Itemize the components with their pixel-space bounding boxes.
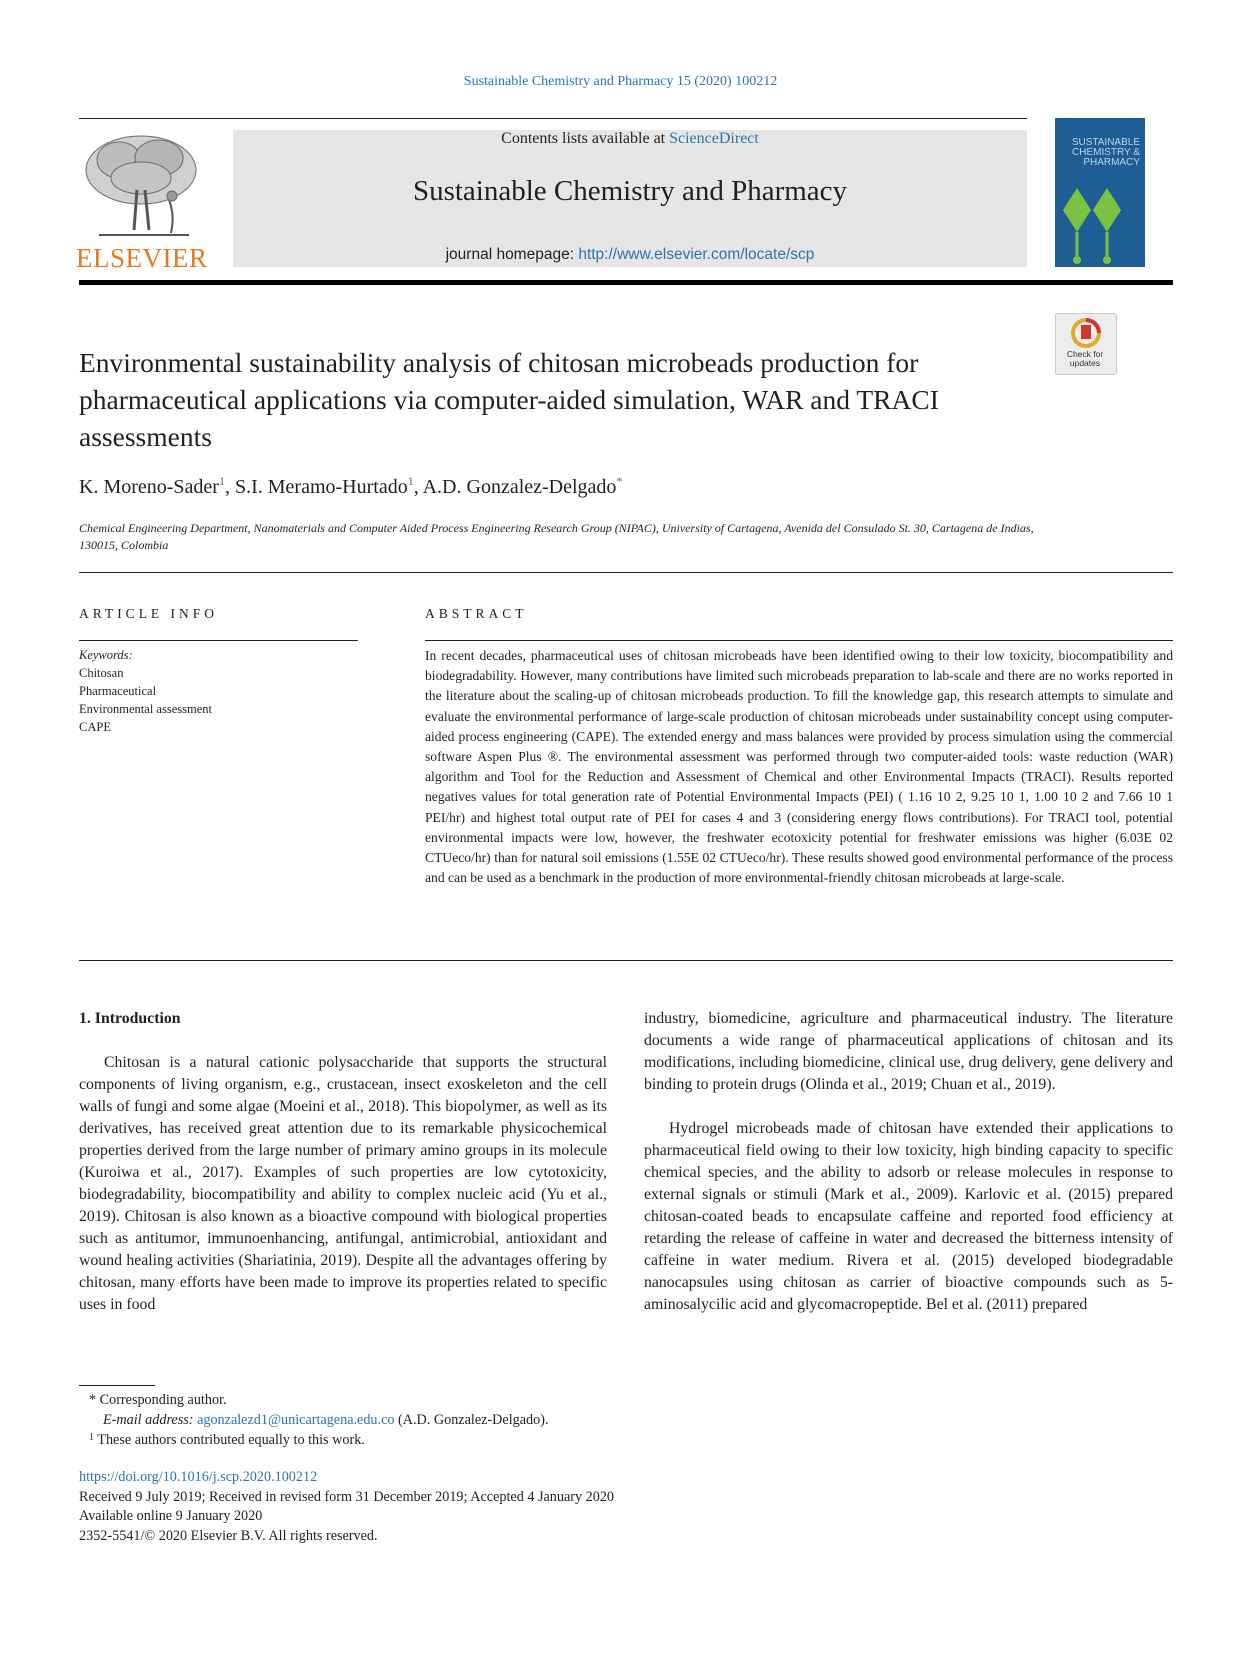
journal-cover[interactable] <box>1055 118 1145 267</box>
homepage-prefix: journal homepage: <box>445 246 579 263</box>
contents-prefix: Contents lists available at <box>501 130 670 147</box>
publisher-name: ELSEVIER <box>76 243 208 273</box>
available-online: Available online 9 January 2020 <box>79 1508 263 1524</box>
abstract-heading: ABSTRACT <box>425 606 528 621</box>
cover-title-line: PHARMACY <box>1083 157 1140 168</box>
divider <box>79 640 358 641</box>
section-heading-introduction: 1. Introduction <box>79 1010 181 1027</box>
keyword: Environmental assessment <box>79 702 212 716</box>
sciencedirect-link[interactable]: ScienceDirect <box>669 130 759 147</box>
footnote-text: Corresponding author. <box>99 1392 227 1408</box>
cover-title-line: SUSTAINABLE <box>1071 137 1140 148</box>
article-title: Environmental sustainability analysis of chitosan microbeads production for pharmaceutical applications via computer-aided simulation, WAR and TRACI assessments <box>79 347 939 452</box>
footnote-corresponding: * Corresponding author. <box>89 1392 227 1408</box>
cover-title-line: CHEMISTRY & <box>1072 147 1140 158</box>
divider <box>79 960 1173 961</box>
abstract-text: In recent decades, pharmaceutical uses of chitosan microbeads have been identified owing to their low toxicity, biocompatibility and biodegradability. However, many contributions have limited such microbeads preparation to lab-scale and there are no works reported in the literature about the scaling-up of chitosan microbeads production. To fill the knowledge gap, this research attempts to simulate and evaluate the environmental performance of large-scale production of chitosan microbeads under sustainability concept using computer-aided process engineering (CAPE). The extended energy and mass balances were provided by process simulation using the commercial software Aspen Plus ®. The environmental assessment was performed through two computer-aided tools: waste reduction (WAR) algorithm and Tool for the Reduction and Assessment of Chemical and other Environmental Impacts (TRACI). Results reported negatives values for total generation rate of Potential Environmental Impacts (PEI) ( 1.16 10 2, 9.25 10 1, 1.00 10 2 and 7.66 10 1 PEI/hr) and highest total output rate of PEI for cases 4 and 3 (considering energy flows contributions). For TRACI tool, potential environmental impacts were low, however, the freshwater ecotoxicity potential for freshwater emissions was higher (6.03E 02 CTUeco/hr) than for natural soil emissions (1.55E 02 CTUeco/hr). These results showed good environmental performance of the process and can be used as a benchmark in the production of more environmental-friendly chitosan microbeads at large-scale. <box>425 648 1173 886</box>
keyword: Pharmaceutical <box>79 684 157 698</box>
footnote-rule <box>79 1385 155 1386</box>
divider <box>79 572 1173 573</box>
check-updates-icon <box>1056 314 1116 350</box>
intro-paragraph-right-2: Hydrogel microbeads made of chitosan have extended their applications to pharmaceutical field owing to their low toxicity, high binding capacity to specific chemical species, and the ability to adsorb or release molecules in response to external signals or stimuli (Mark et al., 2009). Karlovic et al. (2015) prepared chitosan-coated beads to encapsulate caffeine and reported food efficiency at retarding the release of caffeine in water and decreased the bitterness intensity of caffeine in water medium. Rivera et al. (2015) developed biodegradable nanocapsules using chitosan as carrier of bioactive compounds such as 5-aminosalycilic acid and glycomacropeptide. Bel et al. (2011) prepared <box>644 1120 1173 1313</box>
intro-paragraph-right-1: industry, biomedicine, agriculture and pharmaceutical industry. The literature documents a wide range of pharmaceutical applications of chitosan and its modifications, including biomedicine, clinical use, drug delivery, gene delivery and binding to protein drugs (Olinda et al., 2019; Chuan et al., 2019). <box>644 1010 1173 1093</box>
check-updates-label: Check for updates <box>1066 349 1104 368</box>
footnote-email <box>103 1410 803 1430</box>
author-name: S.I. Meramo-Hurtado <box>234 476 408 498</box>
footnote-equal: $^1$ These authors contributed equally to this work. <box>89 1432 365 1448</box>
email-link[interactable]: agonzalezd1@unicartagena.edu.co <box>197 1412 395 1428</box>
journal-reference[interactable]: Sustainable Chemistry and Pharmacy 15 (2020) 100212 <box>463 74 778 89</box>
affiliation: Chemical Engineering Department, Nanomaterials and Computer Aided Process Engineering Research Group (NIPAC), University of Cartagena, Avenida del Consulado St. 30, Cartagena de Indias, 130015, Colombia <box>79 521 1034 552</box>
author-list: K. Moreno-Sader$^1$, S.I. Meramo-Hurtado$^1$, A.D. Gonzalez-Delgado* <box>79 474 623 498</box>
cover-leaf-art <box>1055 168 1145 267</box>
header-rule <box>79 118 1027 119</box>
copyright: 2352-5541/© 2020 Elsevier B.V. All rights reserved. <box>79 1528 378 1544</box>
intro-paragraph-left: Chitosan is a natural cationic polysaccharide that supports the structural components of living organism, e.g., crustacean, insect exoskeleton and the cell walls of fungi and some algae (Moeini et al., 2018). This biopolymer, as well as its derivatives, has received great attention due to its remarkable physicochemical properties derived from the large number of primary amino groups in its molecule (Kuroiwa et al., 2017). Examples of such properties are low cytotoxicity, biodegradability, biocompatibility and ability to complex nucleic acid (Yu et al., 2019). Chitosan is also known as a bioactive compound with biological properties such as antitumor, immunoenhancing, antifungal, antimicrobial, antioxidant and wound healing activities (Shariatinia, 2019). Despite all the advantages offering by chitosan, many efforts have been made to improve its properties related to specific uses in food <box>79 1054 607 1313</box>
header-thick-rule <box>79 280 1173 285</box>
email-label: E-mail address: <box>103 1412 194 1428</box>
author-mark[interactable]: * <box>616 474 623 488</box>
author-mark[interactable]: 1 <box>407 474 414 488</box>
keywords-label: Keywords: <box>79 648 133 662</box>
keyword: CAPE <box>79 720 111 734</box>
article-info-heading: ARTICLE INFO <box>79 606 219 621</box>
journal-title: Sustainable Chemistry and Pharmacy <box>412 175 848 207</box>
contents-line <box>233 130 1027 148</box>
author-mark[interactable]: 1 <box>218 474 225 488</box>
author-name: K. Moreno-Sader <box>79 476 219 498</box>
received-dates: Received 9 July 2019; Received in revised form 31 December 2019; Accepted 4 January 2020 <box>79 1489 615 1505</box>
keyword: Chitosan <box>79 666 124 680</box>
author-name: A.D. Gonzalez-Delgado <box>422 476 617 498</box>
divider <box>425 640 1173 641</box>
cover-title <box>1055 138 1140 168</box>
doi-link[interactable]: https://doi.org/10.1016/j.scp.2020.100212 <box>79 1469 318 1485</box>
email-suffix: (A.D. Gonzalez-Delgado). <box>398 1412 549 1428</box>
homepage-link[interactable]: http://www.elsevier.com/locate/scp <box>578 246 815 263</box>
footnote-text: These authors contributed equally to this work. <box>97 1432 365 1448</box>
homepage-line <box>233 246 1027 264</box>
